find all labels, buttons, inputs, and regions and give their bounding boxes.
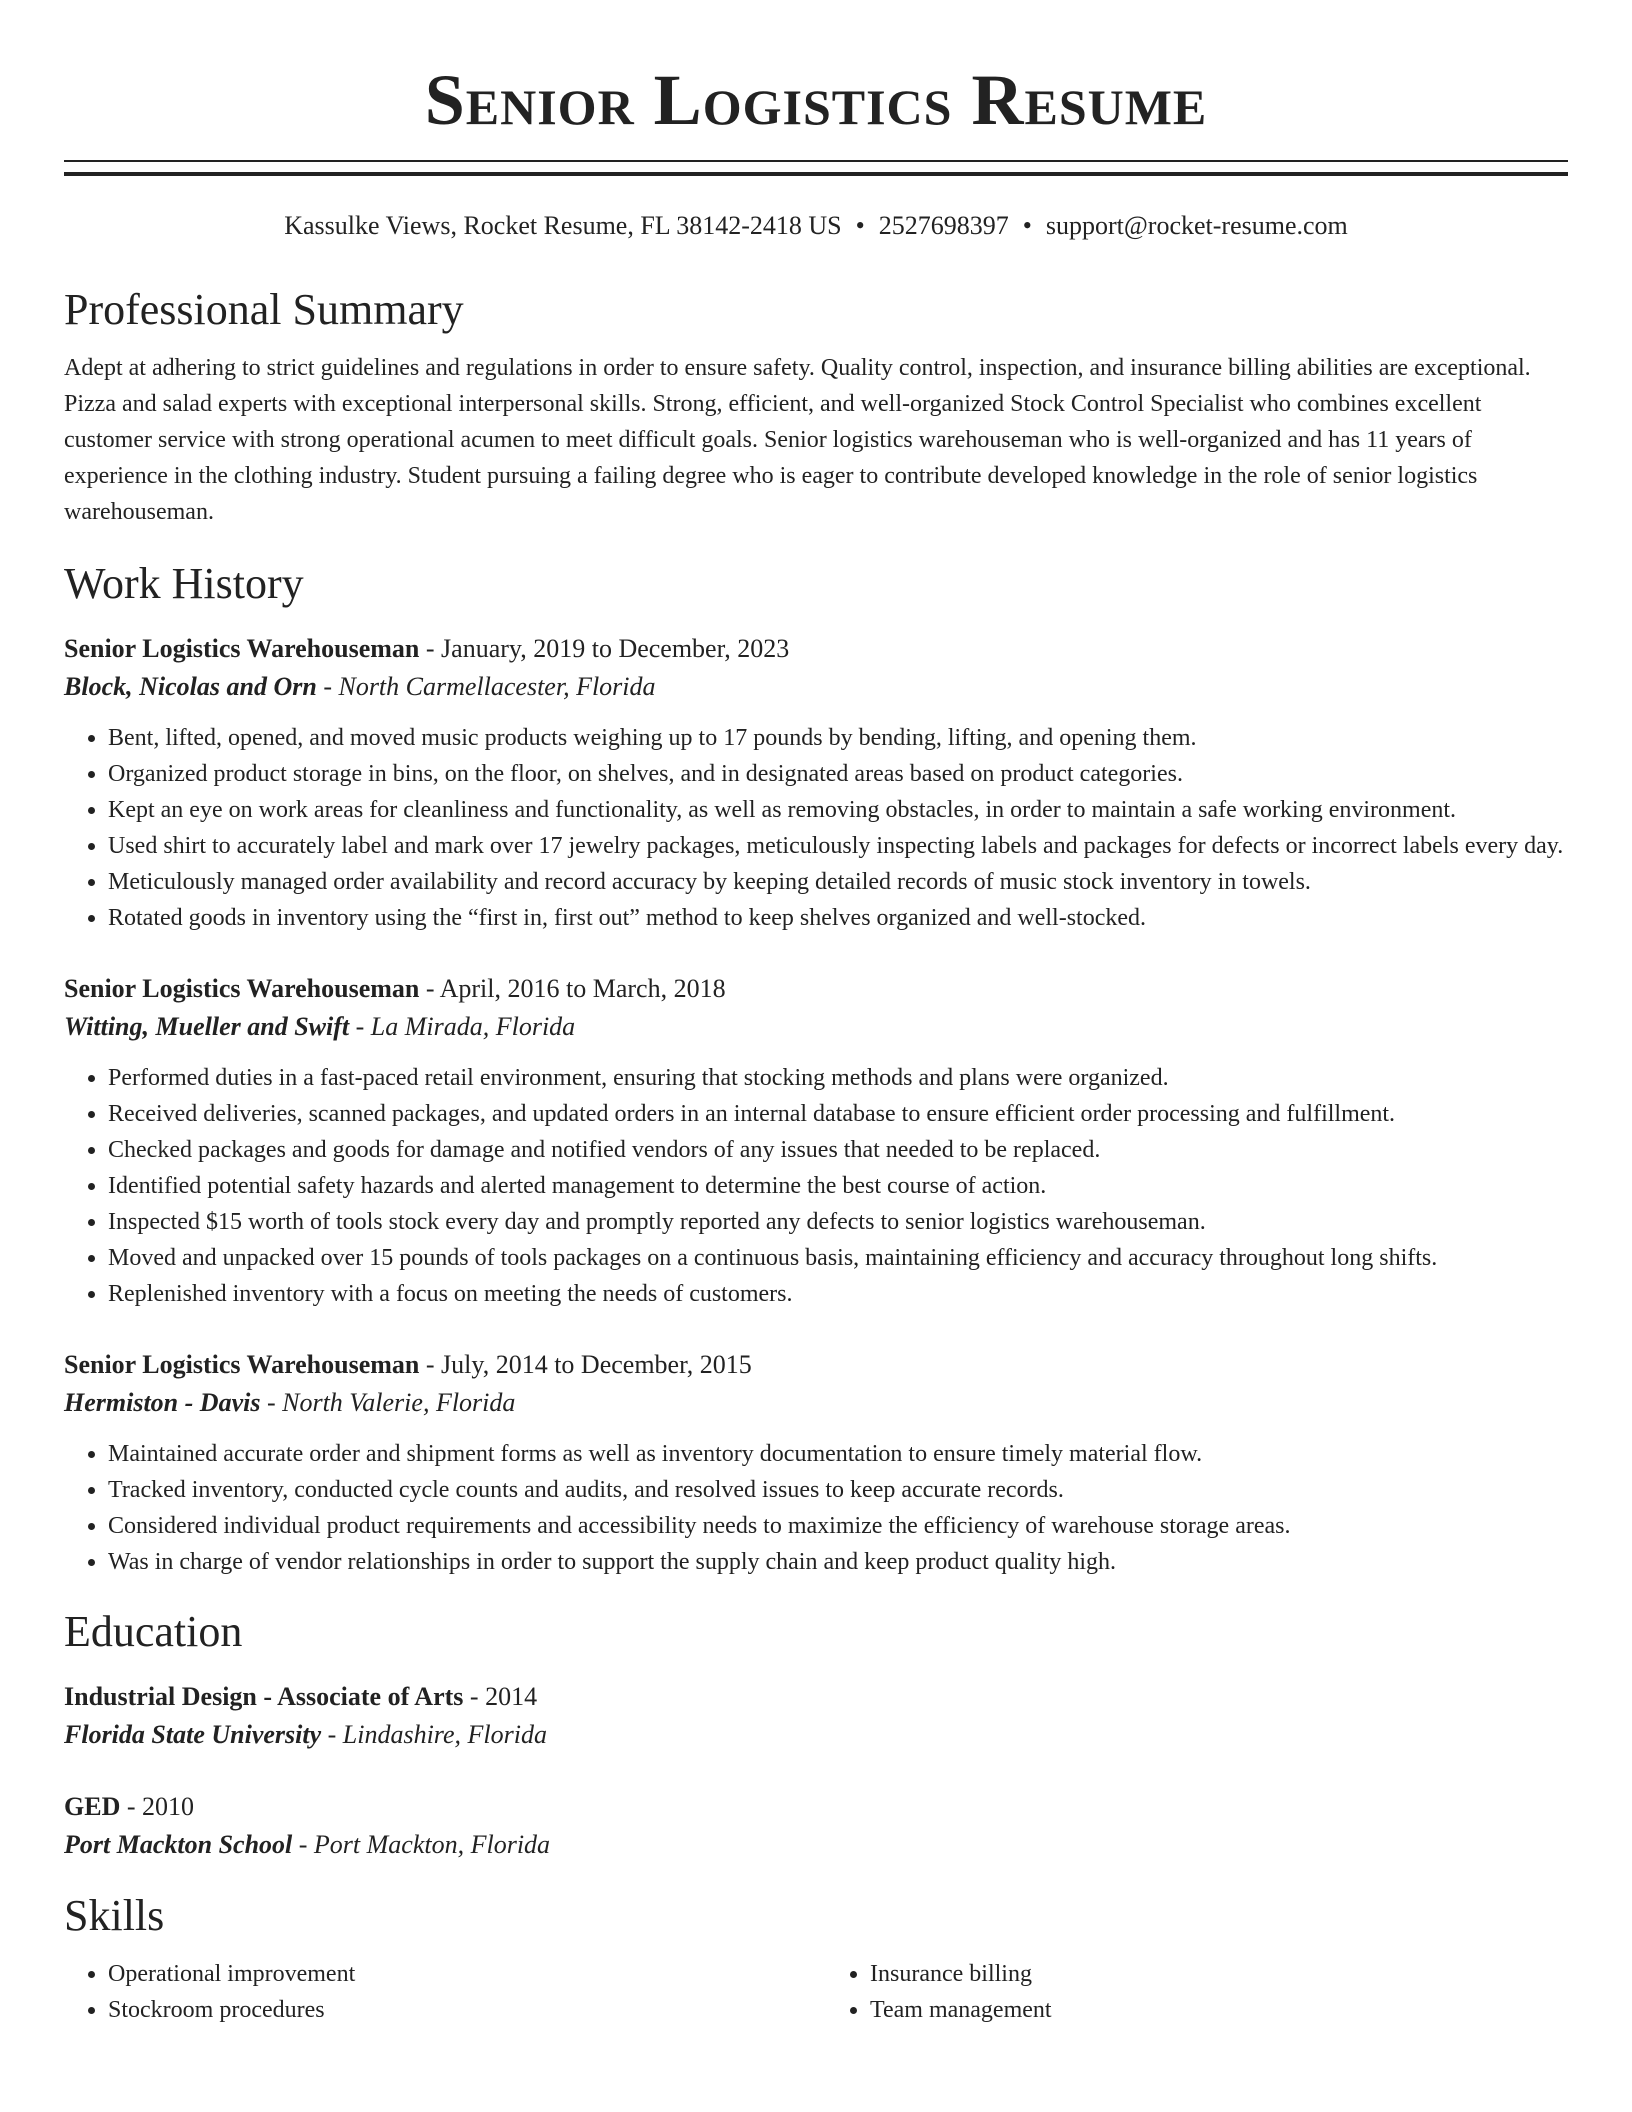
school-location: - Lindashire, Florida: [321, 1720, 547, 1749]
degree-year: - 2010: [120, 1792, 195, 1821]
job-title-line: [64, 970, 1568, 1008]
contact-address: Kassulke Views, Rocket Resume, FL 38142-2418 US: [284, 211, 842, 240]
resume-title: Senior Logistics Resume: [424, 60, 1208, 140]
company-name: Hermiston - Davis: [64, 1388, 261, 1417]
summary-heading: Professional Summary: [64, 285, 464, 334]
job-bullet: • Organized product storage in bins, on the floor, on shelves, and in designated areas based on product categories.: [108, 756, 1568, 792]
job-bullet: • Kept an eye on work areas for cleanliness and functionality, as well as removing obstacles, in order to maintain a safe working environment.: [108, 792, 1568, 828]
degree-year: - 2014: [463, 1682, 538, 1711]
summary-text: Adept at adhering to strict guidelines and regulations in order to ensure safety. Quality control, inspection, and insurance billing abilities are exceptional. Pizza and salad experts with exceptional interpersonal skills. Strong, efficient, and well-organized Stock Control Specialist who combines excellent customer service with strong operational acumen to meet difficult goals. Senior logistics warehouseman who is well-organized and has 11 years of experience in the clothing industry. Student pursuing a failing degree who is eager to contribute developed knowledge in the role of senior logistics warehouseman.: [64, 355, 1531, 525]
education-entry: [64, 1788, 1568, 1864]
company-location: - La Mirada, Florida: [349, 1012, 576, 1041]
skill-item: • Team management: [870, 1992, 1568, 2028]
company-location: - North Valerie, Florida: [260, 1388, 516, 1417]
work-history-heading: Work History: [64, 559, 304, 608]
contact-separator: •: [1022, 211, 1032, 240]
skill-item: • Operational improvement: [108, 1956, 806, 1992]
company-line: [64, 1008, 1568, 1046]
company-line: [64, 668, 1568, 706]
job-bullet: • Received deliveries, scanned packages, and updated orders in an internal database to ensure efficient order processing and fulfillment.: [108, 1096, 1568, 1132]
job-bullet: • Tracked inventory, conducted cycle counts and audits, and resolved issues to keep accurate records.: [108, 1472, 1568, 1508]
school-line: [64, 1716, 1568, 1754]
degree-line: [64, 1678, 1568, 1716]
contact-email: support@rocket-resume.com: [1045, 211, 1348, 240]
degree-line: [64, 1788, 1568, 1826]
title-double-rule: [64, 160, 1568, 176]
skills-heading: Skills: [64, 1891, 165, 1940]
job-dates: - July, 2014 to December, 2015: [419, 1350, 752, 1379]
contact-line: [64, 208, 1568, 244]
job-title-line: [64, 1346, 1568, 1384]
job-bullets: [64, 1060, 1568, 1312]
company-name: Witting, Mueller and Swift: [64, 1012, 350, 1041]
job-bullet: • Moved and unpacked over 15 pounds of tools packages on a continuous basis, maintaining efficiency and accuracy throughout long shifts.: [108, 1240, 1568, 1276]
degree-name: Industrial Design - Associate of Arts: [64, 1682, 464, 1711]
job-entry: [64, 630, 1568, 936]
job-title: Senior Logistics Warehouseman: [64, 974, 420, 1003]
job-entry: [64, 970, 1568, 1312]
skills-section: [64, 1888, 1568, 2028]
job-bullet: • Maintained accurate order and shipment forms as well as inventory documentation to ensure timely material flow.: [108, 1436, 1568, 1472]
company-line: [64, 1384, 1568, 1422]
skills-column-left: [64, 1956, 806, 2028]
job-title: Senior Logistics Warehouseman: [64, 1350, 420, 1379]
contact-separator: •: [855, 211, 865, 240]
job-title: Senior Logistics Warehouseman: [64, 634, 420, 663]
company-location: - North Carmellacester, Florida: [316, 672, 656, 701]
job-bullet: • Replenished inventory with a focus on meeting the needs of customers.: [108, 1276, 1568, 1312]
school-location: - Port Mackton, Florida: [292, 1830, 551, 1859]
school-name: Florida State University: [64, 1720, 322, 1749]
skills-column-right: [826, 1956, 1568, 2028]
degree-name: GED: [64, 1792, 121, 1821]
job-bullet: • Performed duties in a fast-paced retail environment, ensuring that stocking methods and plans were organized.: [108, 1060, 1568, 1096]
education-section: [64, 1604, 1568, 1864]
resume-page: [64, 0, 1568, 2028]
job-bullet: • Checked packages and goods for damage and notified vendors of any issues that needed to be replaced.: [108, 1132, 1568, 1168]
job-bullet: • Meticulously managed order availability and record accuracy by keeping detailed records of music stock inventory in towels.: [108, 864, 1568, 900]
skills-grid: [64, 1956, 1568, 2028]
work-history-section: [64, 556, 1568, 1580]
skill-item: • Insurance billing: [870, 1956, 1568, 1992]
job-entry: [64, 1346, 1568, 1580]
job-dates: - January, 2019 to December, 2023: [419, 634, 790, 663]
skill-item: • Stockroom procedures: [108, 1992, 806, 2028]
company-name: Block, Nicolas and Orn: [64, 672, 317, 701]
job-bullets: [64, 720, 1568, 936]
education-heading: Education: [64, 1607, 243, 1656]
job-bullet: • Rotated goods in inventory using the “first in, first out” method to keep shelves organized and well-stocked.: [108, 900, 1568, 936]
job-bullet: • Used shirt to accurately label and mark over 17 jewelry packages, meticulously inspecting labels and packages for defects or incorrect labels every day.: [108, 828, 1568, 864]
education-entry: [64, 1678, 1568, 1754]
job-bullet: • Was in charge of vendor relationships in order to support the supply chain and keep product quality high.: [108, 1544, 1568, 1580]
job-dates: - April, 2016 to March, 2018: [419, 974, 726, 1003]
summary-section: [64, 282, 1568, 530]
school-line: [64, 1826, 1568, 1864]
contact-phone: 2527698397: [878, 211, 1009, 240]
job-bullet: • Identified potential safety hazards and alerted management to determine the best course of action.: [108, 1168, 1568, 1204]
job-bullet: • Bent, lifted, opened, and moved music products weighing up to 17 pounds by bending, lifting, and opening them.: [108, 720, 1568, 756]
job-bullet: • Considered individual product requirements and accessibility needs to maximize the efficiency of warehouse storage areas.: [108, 1508, 1568, 1544]
job-bullet: • Inspected $15 worth of tools stock every day and promptly reported any defects to senior logistics warehouseman.: [108, 1204, 1568, 1240]
job-bullets: [64, 1436, 1568, 1580]
school-name: Port Mackton School: [64, 1830, 293, 1859]
job-title-line: [64, 630, 1568, 668]
